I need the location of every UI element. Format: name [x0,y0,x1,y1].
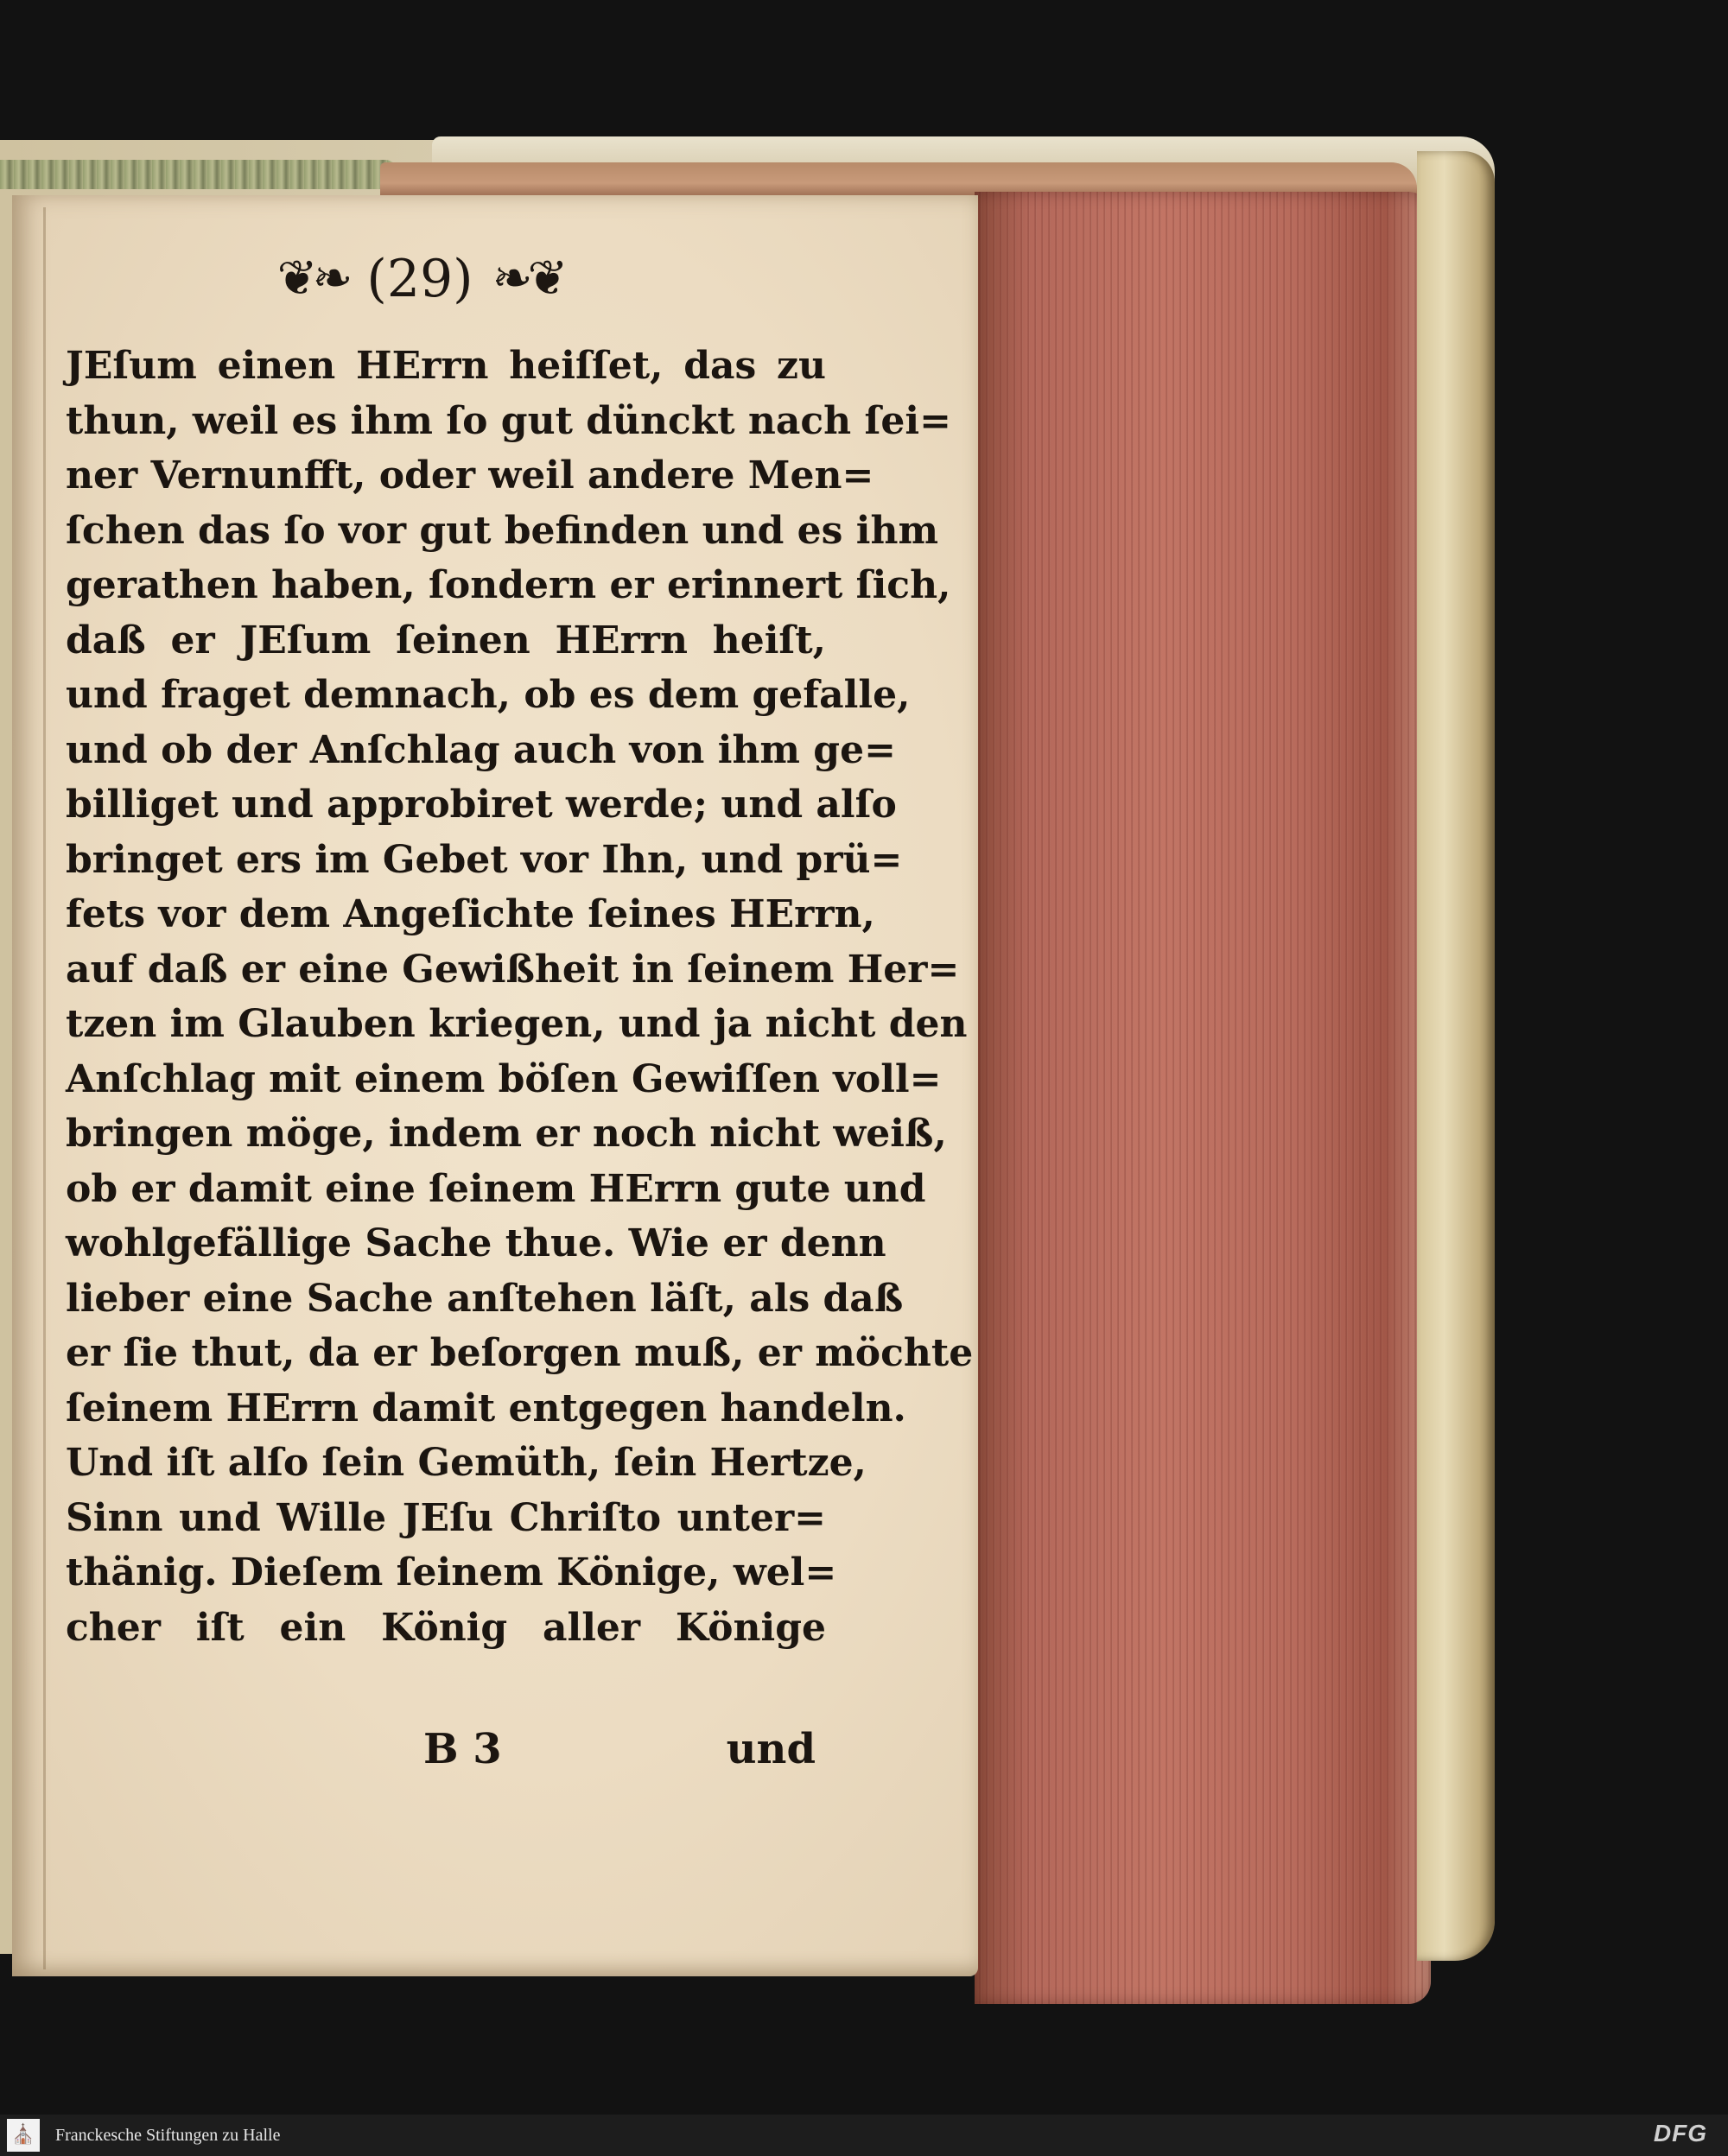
page-header [256,240,584,318]
text-block [66,339,974,1655]
page-footer [415,1719,819,1779]
institution-logo [7,2119,40,2152]
text-line: thänig. Dieſem ſeinem Könige, wel= [66,1550,837,1595]
text-line: und fraget demnach, ob es dem gefalle, [66,673,911,717]
text-line: Sinn und Wille JEſu Chriſto unter= [66,1495,826,1540]
text-line: gerathen haben, ſondern er erinnert ſich, [66,563,951,607]
text-line: und ob der Anſchlag auch von ihm ge= [66,727,896,772]
text-line: ner Vernunfft, oder weil andere Men= [66,453,874,498]
book-cover-right [1417,151,1495,1961]
text-line: er ſie thut, da er beſorgen muß, er möchte [66,1331,974,1375]
dfg-logo: DFG [1653,2120,1707,2146]
text-line: fets vor dem Angeſichte ſeines HErrn, [66,892,875,936]
text-line: ſchen das ſo vor gut befinden und es ihm [66,508,939,553]
right-ornament-icon: ❧❦ [492,250,563,307]
text-line: Anſchlag mit einem böſen Gewiſſen voll= [66,1056,942,1101]
catchword: und [726,1725,816,1773]
text-line: ſeinem HErrn damit entgegen handeln. [66,1386,906,1430]
text-line: wohlgefällige Sache thue. Wie er denn [66,1221,886,1265]
text-line: cher iſt ein König aller Könige [66,1605,826,1650]
book-headband [0,160,397,189]
page-number: (29) [366,249,473,309]
page-fore-edge [975,192,1431,2004]
signature-mark: B 3 [423,1725,502,1773]
text-line: daß er JEſum ſeinen HErrn heiſt, [66,618,826,663]
building-icon: ⛪ [11,2124,35,2146]
text-line: auf daß er eine Gewißheit in ſeinem Her= [66,947,960,992]
attribution-bar [0,2115,1728,2156]
left-ornament-icon: ❦❧ [276,250,348,307]
text-line: ob er damit eine ſeinem HErrn gute und [66,1166,926,1211]
text-line: thun, weil es ihm ſo gut dünckt nach ſei= [66,398,951,443]
text-line: billiget und approbiret werde; und alſo [66,783,897,827]
institution-name: Franckesche Stiftungen zu Halle [55,2125,281,2145]
text-line: bringet ers im Gebet vor Ihn, und prü= [66,837,903,882]
text-line: tzen im Glauben kriegen, und ja nicht den [66,1002,968,1046]
gutter-line [43,207,46,1969]
text-line: JEſum einen HErrn heiſſet, das zu [66,344,826,388]
text-line: lieber eine Sache anſtehen läſt, als daß [66,1276,904,1321]
text-line: Und iſt alſo ſein Gemüth, ſein Hertze, [66,1441,867,1485]
text-line: bringen möge, indem er noch nicht weiß, [66,1112,947,1156]
